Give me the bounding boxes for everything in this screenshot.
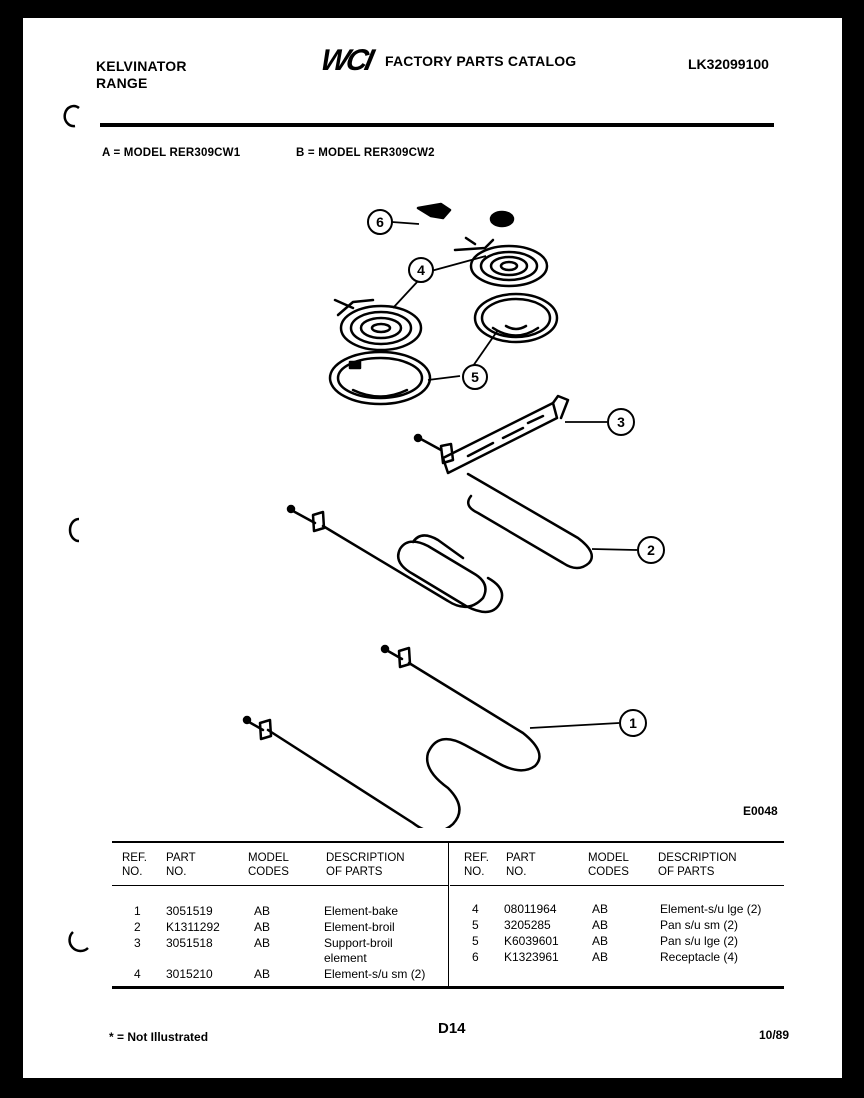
header-model-codes: MODEL CODES — [248, 852, 289, 878]
part-no: 3015210 — [166, 967, 213, 981]
header-divider — [112, 885, 448, 886]
callout-2 — [638, 537, 664, 563]
broil-element — [288, 474, 592, 612]
parts-table-left — [112, 843, 449, 986]
description: Element-s/u lge (2) — [660, 902, 762, 916]
header-part-no: PART NO. — [506, 852, 536, 878]
model-codes: AB — [254, 920, 271, 934]
ref-no: 4 — [472, 902, 479, 916]
model-codes: AB — [254, 936, 271, 950]
model-codes: AB — [254, 904, 271, 918]
header-model-codes: MODEL CODES — [588, 852, 629, 878]
model-codes: AB — [592, 902, 609, 916]
catalog-title: FACTORY PARTS CATALOG — [385, 53, 577, 69]
header-ref-no: REF. NO. — [464, 852, 489, 878]
callout-3 — [608, 409, 634, 435]
model-codes: AB — [592, 934, 609, 948]
page-number: D14 — [438, 1020, 466, 1037]
ref-no: 5 — [472, 934, 479, 948]
model-codes: AB — [592, 918, 609, 932]
description: Element-broil — [324, 920, 395, 934]
part-no: 08011964 — [504, 902, 557, 916]
ref-no: 3 — [134, 936, 141, 950]
ref-no: 4 — [134, 967, 141, 981]
catalog-date: 10/89 — [759, 1028, 790, 1042]
svg-text:3: 3 — [617, 414, 625, 430]
callout-5 — [463, 365, 487, 389]
model-codes: AB — [592, 950, 609, 964]
figure-id: E0048 — [743, 804, 778, 818]
brand-block — [96, 58, 187, 92]
table-row — [112, 967, 448, 982]
table-row — [450, 934, 784, 949]
wci-logo: WCI — [317, 44, 374, 77]
description: Pan s/u lge (2) — [660, 934, 739, 948]
part-no: 3205285 — [504, 918, 551, 932]
description-continued: element — [324, 951, 367, 965]
table-row — [112, 904, 448, 919]
drip-pan-small — [330, 352, 430, 404]
hole-punch-mark-bottom — [68, 926, 92, 954]
callout-1 — [620, 710, 646, 736]
broil-element-support — [415, 396, 568, 473]
model-b-label: B = MODEL RER309CW2 — [296, 147, 435, 159]
ref-no: 1 — [134, 904, 141, 918]
table-row — [112, 920, 448, 935]
description: Element-bake — [324, 904, 399, 918]
model-codes: AB — [254, 967, 271, 981]
callout-circles — [368, 210, 664, 736]
exploded-parts-diagram — [23, 168, 842, 828]
catalog-number: LK32099100 — [688, 56, 769, 72]
ref-no: 6 — [472, 950, 479, 964]
part-no: K1311292 — [166, 920, 220, 934]
surface-element-large — [455, 238, 547, 286]
table-row — [450, 918, 784, 933]
receptacle-part — [418, 204, 450, 218]
header-ref-no: REF. NO. — [122, 852, 147, 878]
callout-4 — [409, 258, 433, 282]
svg-text:2: 2 — [647, 542, 655, 558]
header-part-no: PART NO. — [166, 852, 196, 878]
brand-name: KELVINATOR — [96, 58, 187, 74]
description: Support-broil — [324, 936, 393, 950]
svg-text:1: 1 — [629, 715, 637, 731]
catalog-page — [23, 18, 842, 1078]
not-illustrated-note: * = Not Illustrated — [109, 1030, 209, 1044]
svg-text:4: 4 — [417, 262, 425, 278]
callout-6 — [368, 210, 392, 234]
description: Receptacle (4) — [660, 950, 739, 964]
table-row — [450, 902, 784, 917]
part-no: K6039601 — [504, 934, 559, 948]
drip-pan-large — [475, 294, 557, 342]
model-a-label: A = MODEL RER309CW1 — [102, 147, 241, 159]
hole-punch-mark-top — [61, 102, 85, 130]
parts-table — [112, 841, 784, 989]
product-type: RANGE — [96, 75, 148, 91]
svg-text:5: 5 — [471, 369, 479, 385]
svg-text:6: 6 — [376, 214, 384, 230]
table-row — [112, 936, 448, 968]
part-no: 3051518 — [166, 936, 213, 950]
surface-element-small — [335, 300, 421, 350]
header-description: DESCRIPTION OF PARTS — [326, 852, 405, 878]
ref-no: 2 — [134, 920, 141, 934]
part-no: 3051519 — [166, 904, 213, 918]
description: Pan s/u sm (2) — [660, 918, 739, 932]
ref-no: 5 — [472, 918, 479, 932]
header-rule — [100, 123, 774, 127]
bake-element — [244, 646, 539, 828]
table-row — [450, 950, 784, 965]
part-no: K1323961 — [504, 950, 559, 964]
description: Element-s/u sm (2) — [324, 967, 426, 981]
header-description: DESCRIPTION OF PARTS — [658, 852, 737, 878]
parts-table-right — [450, 843, 784, 986]
header-divider — [450, 885, 784, 886]
